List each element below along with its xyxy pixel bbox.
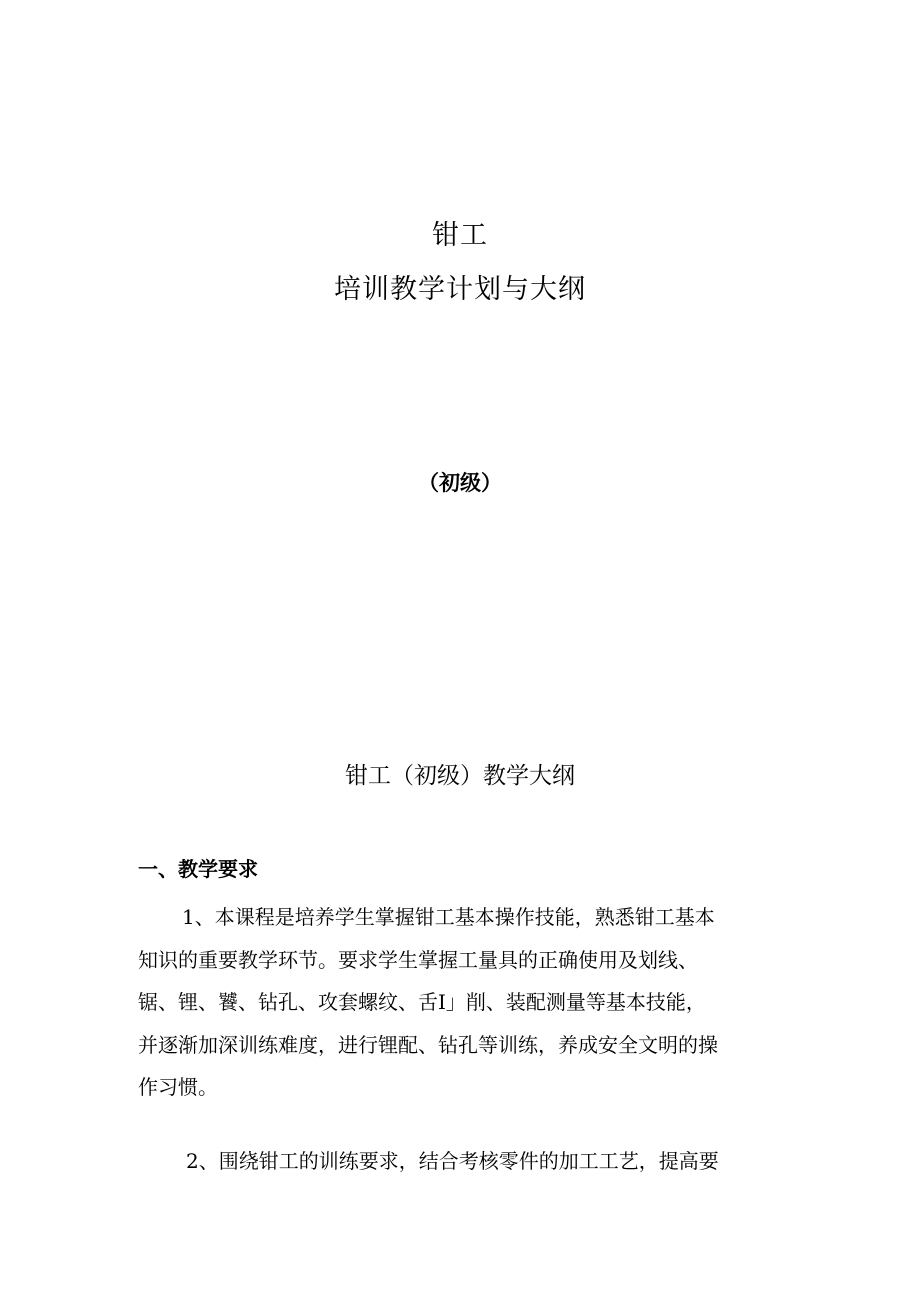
- cover-subtitle: 培训教学计划与大纲: [334, 274, 586, 305]
- paragraph-1: [138, 896, 770, 1109]
- paragraph-line: 2、围绕钳工的训练要求，结合考核零件的加工工艺，提高要: [186, 1149, 719, 1173]
- cover-title: 钳工: [432, 220, 488, 251]
- paragraph-line: 作习惯。: [138, 1075, 218, 1099]
- paragraph-line: 并逐渐加深训练难度，进行锂配、钻孔等训练，养成安全文明的操: [138, 1032, 718, 1057]
- cover-level: （初级）: [418, 470, 502, 495]
- paragraph-2: [138, 1140, 770, 1183]
- section-heading: 一、教学要求: [138, 857, 258, 881]
- paragraph-line: 1、本课程是培养学生掌握钳工基本操作技能，熟悉钳工基本: [182, 905, 715, 929]
- outline-title: 钳工（初级）教学大纲: [345, 763, 575, 789]
- paragraph-line: 锯、锂、饕、钻孔、攻套螺纹、舌I」削、装配测量等基本技能，: [138, 990, 706, 1014]
- paragraph-line: 知识的重要教学环节。要求学生掌握工量具的正确使用及划线、: [138, 947, 698, 972]
